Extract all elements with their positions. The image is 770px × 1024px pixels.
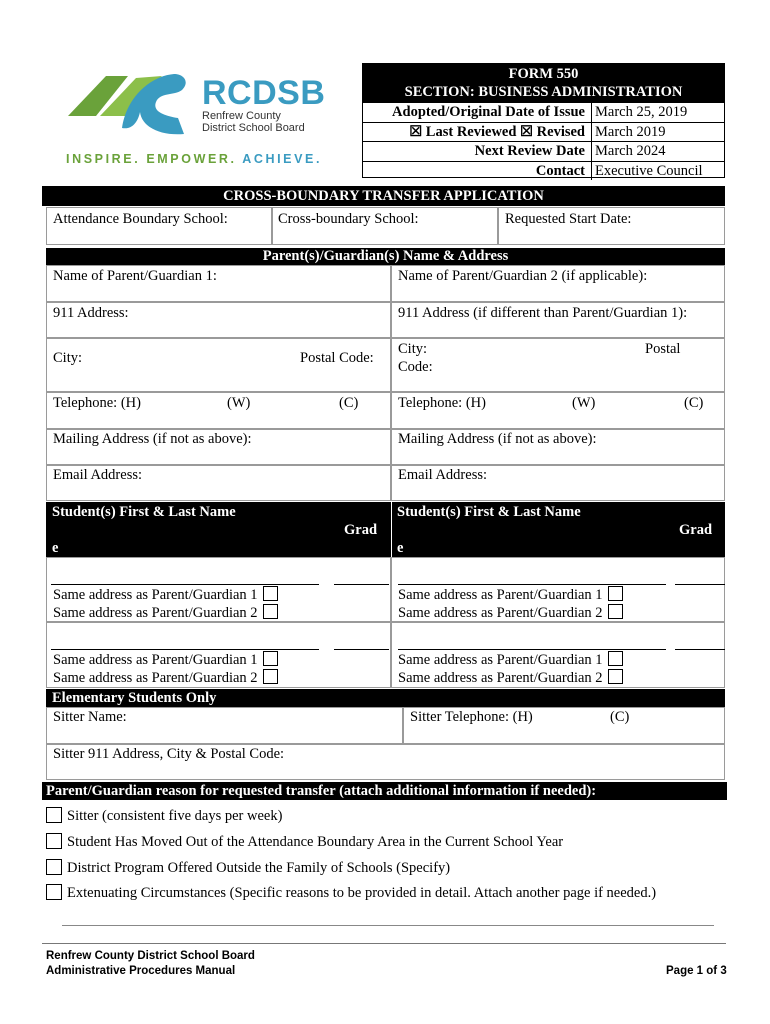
same-address-2-checkbox[interactable] (608, 604, 623, 619)
same-address-1-checkbox[interactable] (608, 651, 623, 666)
parent1-postal-label: Postal Code: (300, 350, 374, 366)
student-grade-line[interactable] (675, 649, 725, 650)
form-info-value: March 25, 2019 (595, 104, 688, 120)
form-number: FORM 550 (508, 66, 579, 82)
same-address-2-checkbox[interactable] (263, 669, 278, 684)
parent2-address-label: 911 Address (if different than Parent/Guardian 1): (398, 305, 688, 321)
reason-option (46, 859, 450, 877)
student-4-cell (391, 622, 725, 688)
form-info-row (363, 141, 724, 161)
same-address-1 (398, 586, 623, 604)
reason-option (46, 884, 656, 902)
student-name-label: Student(s) First & Last Name (52, 504, 236, 520)
same-address-1-label: Same address as Parent/Guardian 1 (398, 587, 603, 603)
same-address-2-label: Same address as Parent/Guardian 2 (398, 670, 603, 686)
parent1-mailing-field[interactable] (46, 429, 391, 465)
parent2-city-label: City: (398, 341, 428, 357)
form-section: SECTION: BUSINESS ADMINISTRATION (404, 84, 683, 100)
same-address-1 (53, 586, 278, 604)
parent1-name-field[interactable] (46, 265, 391, 302)
reason-checkbox-moved[interactable] (46, 833, 62, 849)
parent2-email-field[interactable] (391, 465, 725, 501)
same-address-2-label: Same address as Parent/Guardian 2 (53, 605, 258, 621)
same-address-2 (53, 669, 278, 687)
road-swoosh-icon (66, 68, 196, 148)
same-address-2-checkbox[interactable] (608, 669, 623, 684)
parent2-code-label: Code: (398, 359, 433, 375)
form-info-row (363, 122, 724, 142)
logo-sub-1: Renfrew County (202, 110, 281, 122)
same-address-2 (53, 604, 278, 622)
logo-sub-2: District School Board (202, 122, 305, 134)
student-header-right (392, 502, 725, 557)
same-address-2-checkbox[interactable] (263, 604, 278, 619)
parent1-email-label: Email Address: (53, 467, 143, 483)
form-info-row (363, 102, 724, 122)
form-info-value: Executive Council (595, 162, 703, 179)
parent1-address-field[interactable] (46, 302, 391, 338)
parent1-name-label: Name of Parent/Guardian 1: (53, 268, 217, 284)
same-address-2 (398, 604, 623, 622)
student-grade-label: Grad (679, 522, 713, 538)
sitter-address-label: Sitter 911 Address, City & Postal Code: (53, 746, 285, 762)
sitter-name-label: Sitter Name: (53, 709, 127, 725)
parent2-tel-c-label: (C) (684, 395, 704, 411)
reason-header: Parent/Guardian reason for requested transfer (attach additional information if needed): (42, 782, 727, 800)
elementary-header: Elementary Students Only (46, 689, 725, 707)
reason-checkbox-program[interactable] (46, 859, 62, 875)
student-grade-line[interactable] (334, 649, 389, 650)
sitter-address-field[interactable] (46, 744, 725, 780)
parent2-telephone-field[interactable] (391, 392, 725, 429)
form-info-value: March 2019 (595, 123, 666, 140)
reason-checkbox-sitter[interactable] (46, 807, 62, 823)
student-name-line[interactable] (398, 584, 666, 585)
student-grade-label: Grad (344, 522, 378, 538)
tagline-part-b: ACHIEVE. (242, 152, 323, 166)
footer-page: Page 1 of 3 (666, 965, 727, 977)
parent2-name-label: Name of Parent/Guardian 2 (if applicable): (398, 268, 648, 284)
student-grade-suffix: e (397, 540, 404, 556)
form-info-row (363, 161, 724, 181)
sitter-name-field[interactable] (46, 707, 403, 744)
footer-org: Renfrew County District School Board (46, 950, 255, 962)
reason-option (46, 833, 563, 851)
same-address-1 (398, 651, 623, 669)
sitter-tel-c-label: (C) (610, 709, 630, 725)
parent2-name-field[interactable] (391, 265, 725, 302)
same-address-1-label: Same address as Parent/Guardian 1 (53, 587, 258, 603)
form-info-label: ☒ Last Reviewed ☒ Revised (363, 123, 592, 142)
reason-option-label: Extenuating Circumstances (Specific reasons to be provided in detail. Attach another page if needed.) (67, 885, 657, 901)
reason-option-label: Student Has Moved Out of the Attendance Boundary Area in the Current School Year (67, 834, 564, 850)
start-date-field[interactable] (498, 207, 725, 245)
footer-divider (42, 943, 726, 944)
student-name-line[interactable] (51, 584, 319, 585)
student-1-cell (46, 557, 391, 622)
same-address-2 (398, 669, 623, 687)
reason-checkbox-extenuating[interactable] (46, 884, 62, 900)
student-2-cell (391, 557, 725, 622)
reason-detail-line[interactable] (62, 925, 714, 926)
student-name-line[interactable] (398, 649, 666, 650)
parent1-tel-c-label: (C) (339, 395, 359, 411)
sitter-telephone-field[interactable] (403, 707, 725, 744)
reason-option-label: District Program Offered Outside the Family of Schools (Specify) (67, 860, 451, 876)
logo-name: RCDSB (202, 74, 326, 112)
same-address-1-label: Same address as Parent/Guardian 1 (53, 652, 258, 668)
same-address-2-label: Same address as Parent/Guardian 2 (398, 605, 603, 621)
student-name-label: Student(s) First & Last Name (397, 504, 581, 520)
attendance-school-field[interactable] (46, 207, 272, 245)
parent2-postal-label: Postal (645, 341, 681, 357)
parent1-city-label: City: (53, 350, 83, 366)
form-info-box (362, 63, 725, 178)
parent1-address-label: 911 Address: (53, 305, 129, 321)
sitter-tel-h-label: Sitter Telephone: (H) (410, 709, 533, 725)
same-address-2-label: Same address as Parent/Guardian 2 (53, 670, 258, 686)
form-info-label: Adopted/Original Date of Issue (363, 103, 592, 122)
reason-option (46, 807, 282, 825)
parent2-tel-w-label: (W) (572, 395, 596, 411)
same-address-1 (53, 651, 278, 669)
parent1-tel-w-label: (W) (227, 395, 251, 411)
parent1-tel-h-label: Telephone: (H) (53, 395, 141, 411)
same-address-1-checkbox[interactable] (263, 586, 278, 601)
student-grade-line[interactable] (334, 584, 389, 585)
student-3-cell (46, 622, 391, 688)
form-info-value: March 2024 (595, 143, 666, 159)
same-address-1-checkbox[interactable] (608, 586, 623, 601)
parent2-address-field[interactable] (391, 302, 725, 338)
same-address-1-label: Same address as Parent/Guardian 1 (398, 652, 603, 668)
cross-boundary-school-label: Cross-boundary School: (278, 211, 419, 227)
logo-tagline (66, 152, 322, 166)
rcdsb-logo (66, 68, 326, 168)
parent2-city-field[interactable] (391, 338, 725, 392)
cross-boundary-school-field[interactable] (272, 207, 498, 245)
parents-header: Parent(s)/Guardian(s) Name & Address (46, 248, 725, 265)
parent1-city-field[interactable] (46, 338, 391, 392)
student-grade-line[interactable] (675, 584, 725, 585)
student-header-left (46, 502, 391, 557)
attendance-school-label: Attendance Boundary School: (53, 211, 228, 227)
parent1-mailing-label: Mailing Address (if not as above): (53, 431, 252, 447)
form-info-header (363, 64, 724, 102)
parent1-telephone-field[interactable] (46, 392, 391, 429)
form-info-label: Next Review Date (363, 142, 592, 161)
form-title: CROSS-BOUNDARY TRANSFER APPLICATION (42, 186, 725, 206)
parent2-email-label: Email Address: (398, 467, 488, 483)
start-date-label: Requested Start Date: (505, 211, 632, 227)
form-info-label: Contact (363, 162, 592, 181)
student-grade-suffix: e (52, 540, 59, 556)
reason-option-label: Sitter (consistent five days per week) (67, 808, 283, 824)
parent2-mailing-label: Mailing Address (if not as above): (398, 431, 597, 447)
footer-manual: Administrative Procedures Manual (46, 965, 236, 977)
same-address-1-checkbox[interactable] (263, 651, 278, 666)
student-name-line[interactable] (51, 649, 319, 650)
parent2-tel-h-label: Telephone: (H) (398, 395, 486, 411)
tagline-part-a: INSPIRE. EMPOWER. (66, 152, 243, 166)
parent2-mailing-field[interactable] (391, 429, 725, 465)
parent1-email-field[interactable] (46, 465, 391, 501)
